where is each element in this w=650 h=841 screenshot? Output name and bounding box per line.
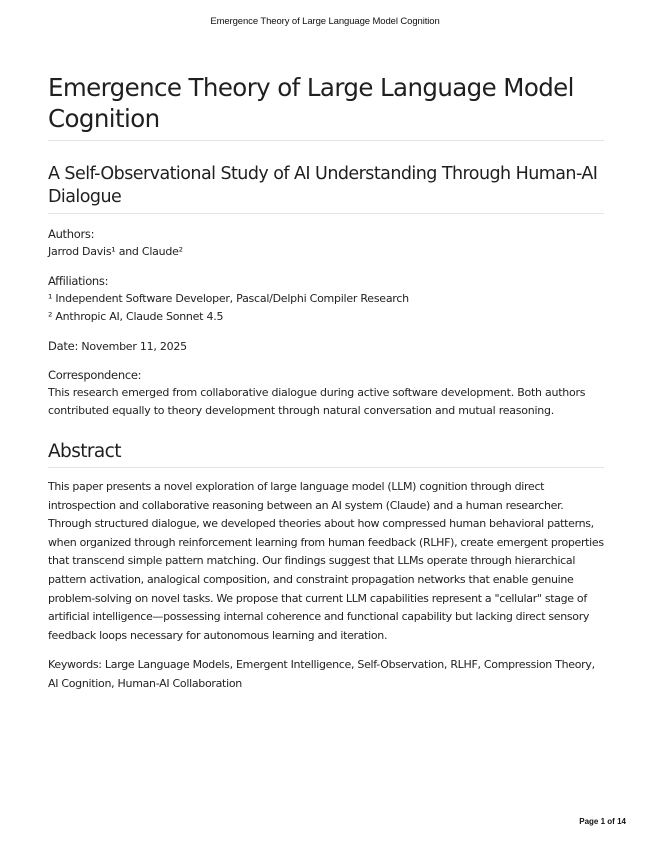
correspondence-block [48,367,604,420]
page-current: 1 [600,817,606,826]
affiliations-label: Affiliations: [48,274,109,288]
page-total: 14 [617,817,626,826]
paper-title: Emergence Theory of Large Language Model Cognition [48,72,604,141]
page-label: Page [579,817,599,826]
date-line [48,338,604,355]
paper-content [48,72,604,693]
affiliation-item: ² Anthropic AI, Claude Sonnet 4.5 [48,310,224,323]
abstract-heading: Abstract [48,440,604,468]
authors-label: Authors: [48,227,95,241]
correspondence-text: This research emerged from collaborative dialogue during active software development. Both authors contributed equally to theory development through natural conversation and mutual reasoning. [48,386,586,417]
correspondence-label: Correspondence: [48,368,142,382]
running-header: Emergence Theory of Large Language Model Cognition [210,16,440,27]
keywords-value: Large Language Models, Emergent Intelligence, Self-Observation, RLHF, Compression Theory, AI Cognition, Human-AI Collaboration [48,658,595,691]
keywords-line [48,655,604,693]
abstract-text: This paper presents a novel exploration of large language model (LLM) cognition through direct introspection and collaborative reasoning between an AI system (Claude) and a human researcher. Through structured dialogue, we developed theories about how compressed human behavioral patterns, when organized through reinforcement learning from human feedback (RLHF), create emergent properties that transcend simple pattern matching. Our findings suggest that LLMs operate through hierarchical pattern activation, analogical composition, and constraint propagation networks that enable genuine problem-solving on novel tasks. We propose that current LLM capabilities represent a "cellular" stage of artificial intelligence—possessing internal coherence and functional capability but lacking direct sensory feedback loops necessary for autonomous learning and iteration. [48,480,604,642]
authors-value: Jarrod Davis¹ and Claude² [48,245,183,258]
date-label: Date: [48,339,79,353]
keywords-label: Keywords: [48,658,102,672]
page-of: of [607,817,615,826]
authors-block [48,226,604,261]
affiliations-block [48,273,604,326]
paper-subtitle: A Self-Observational Study of AI Understanding Through Human-AI Dialogue [48,163,604,214]
page-number [579,817,626,826]
date-value: November 11, 2025 [81,340,187,353]
affiliation-item: ¹ Independent Software Developer, Pascal/Delphi Compiler Research [48,292,409,305]
